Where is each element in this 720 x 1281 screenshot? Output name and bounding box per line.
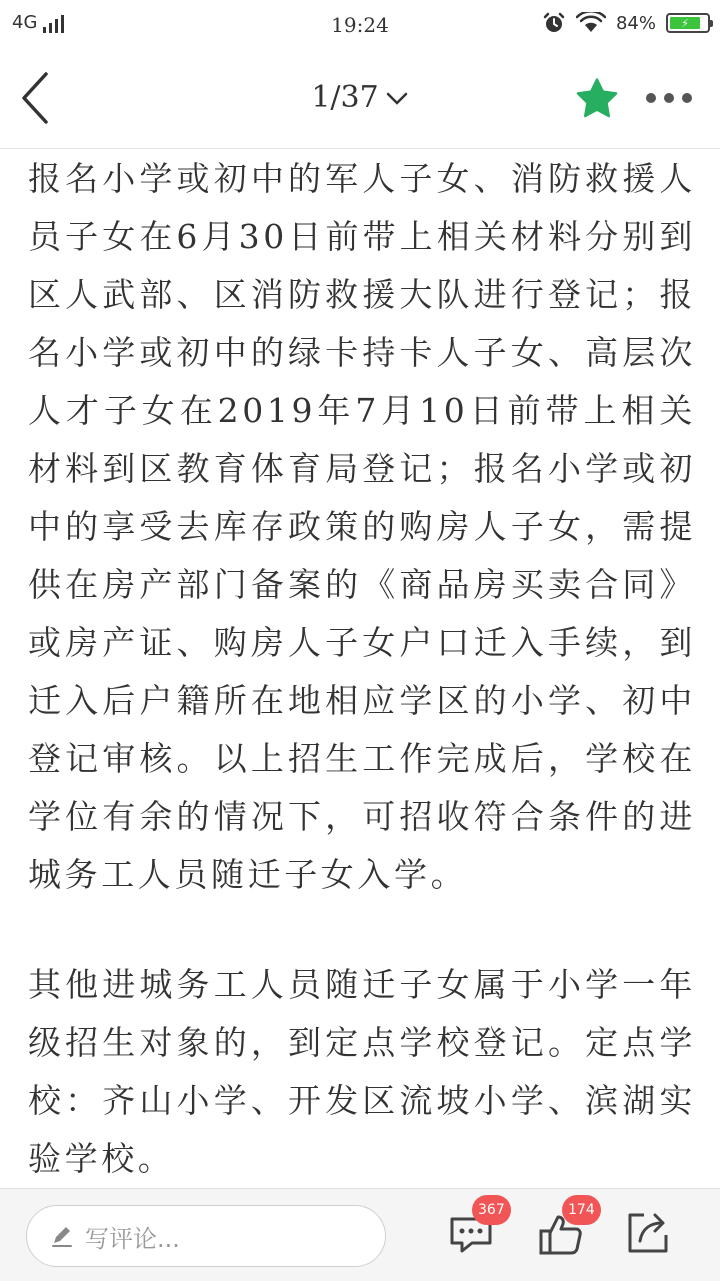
status-time: 19:24 [331,13,389,37]
more-button[interactable] [646,88,700,108]
article-body [28,150,696,1188]
nav-bar [0,50,720,149]
favorite-button[interactable] [574,76,620,122]
network-type: 4G [12,12,38,33]
share-icon [626,1209,670,1255]
status-bar [0,0,720,50]
bottom-bar [0,1188,720,1281]
star-icon [574,76,620,122]
more-dot-icon [682,93,692,103]
status-icons [542,11,710,35]
wifi-icon [576,12,606,34]
like-count-badge: 174 [562,1195,601,1225]
article-paragraph: 报名小学或初中的军人子女、消防救援人员子女在6月30日前带上相关材料分别到区人武部、区消防救援大队进行登记；报名小学或初中的绿卡持卡人子女、高层次人才子女在2019年7月10日前带上相关材料到区教育体育局登记；报名小学或初中的享受去库存政策的购房人子女，需提供在房产部门备案的《商品房买卖合同》或房产证、购房人子女户口迁入手续，到迁入后户籍所在地相应学区的小学、初中登记审核。以上招生工作完成后，学校在学位有余的情况下，可招收符合条件的进城务工人员随迁子女入学。 [28,159,696,894]
comment-placeholder: 写评论... [85,1224,180,1253]
more-dot-icon [646,93,656,103]
more-dot-icon [664,93,674,103]
comments-button[interactable] [446,1202,505,1259]
comment-input[interactable] [26,1205,386,1267]
pencil-icon [49,1223,75,1249]
share-button[interactable] [626,1209,676,1259]
alarm-icon [542,11,566,35]
chevron-down-icon [385,91,409,107]
page-indicator-label: 1/37 [311,80,379,115]
battery-fill: ⚡ [670,17,700,29]
battery-icon [666,13,710,33]
comment-count-badge: 367 [472,1195,511,1225]
battery-percent: 84% [615,12,656,34]
article-paragraph: 其他进城务工人员随迁子女属于小学一年级招生对象的，到定点学校登记。定点学校：齐山小学、开发区流坡小学、滨湖实验学校。 [28,965,696,1178]
like-button[interactable] [536,1202,595,1259]
